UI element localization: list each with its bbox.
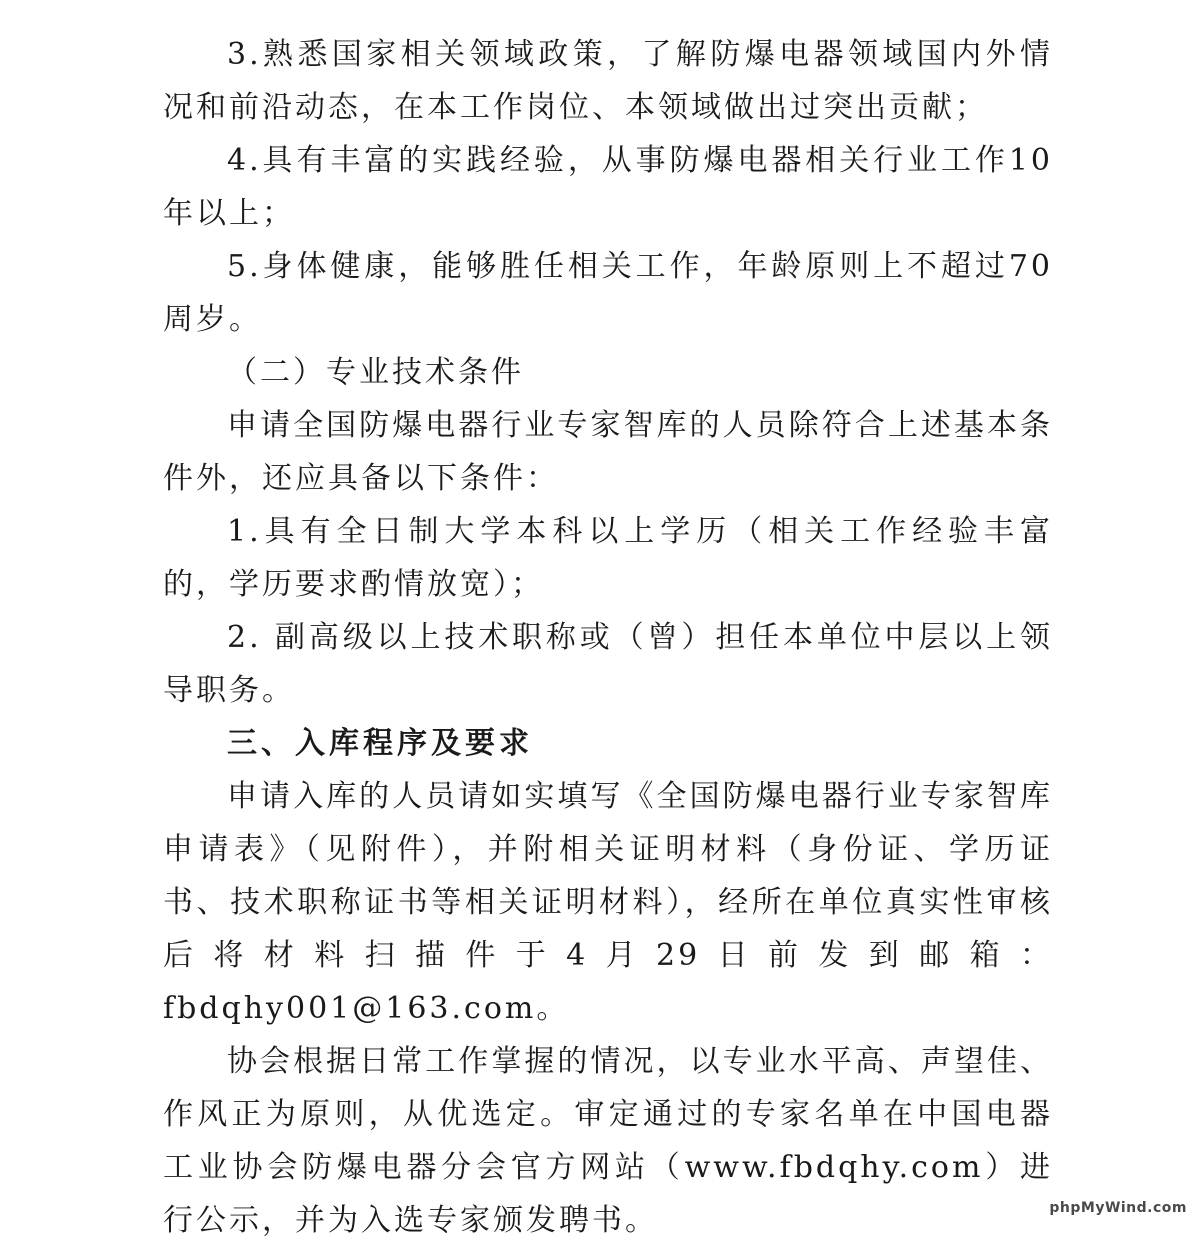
requirement-4: 4.具有丰富的实践经验，从事防爆电器相关行业工作10年以上； xyxy=(163,143,1053,231)
requirement-5: 5.身体健康，能够胜任相关工作，年龄原则上不超过70周岁。 xyxy=(163,249,1053,337)
watermark: phpMyWind.com xyxy=(1049,1200,1187,1216)
requirement-3: 3.熟悉国家相关领域政策，了解防爆电器领域国内外情况和前沿动态，在本工作岗位、本领域做出过突出贡献； xyxy=(163,37,1053,125)
professional-conditions-intro: 申请全国防爆电器行业专家智库的人员除符合上述基本条件外，还应具备以下条件： xyxy=(163,408,1053,496)
section-heading-procedures: 三、入库程序及要求 xyxy=(227,726,533,761)
selection-procedure: 协会根据日常工作掌握的情况，以专业水平高、声望佳、作风正为原则，从优选定。审定通过的专家名单在中国电器工业协会防爆电器分会官方网站（www.fbdqhy.com）进行公示，并为入选专家颁发聘书。 xyxy=(163,1044,1053,1238)
application-procedure: 申请入库的人员请如实填写《全国防爆电器行业专家智库申请表》（见附件），并附相关证明材料（身份证、学历证书、技术职称证书等相关证明材料），经所在单位真实性审核后将材料扫描件于4月29日前发到邮箱：fbdqhy001@163.com。 xyxy=(163,779,1053,1026)
professional-requirement-2: 2. 副高级以上技术职称或（曾）担任本单位中层以上领导职务。 xyxy=(163,620,1053,708)
document-body xyxy=(163,28,1053,1247)
professional-requirement-1: 1.具有全日制大学本科以上学历（相关工作经验丰富的，学历要求酌情放宽）； xyxy=(163,514,1053,602)
section-heading-professional-conditions: （二）专业技术条件 xyxy=(227,355,524,390)
